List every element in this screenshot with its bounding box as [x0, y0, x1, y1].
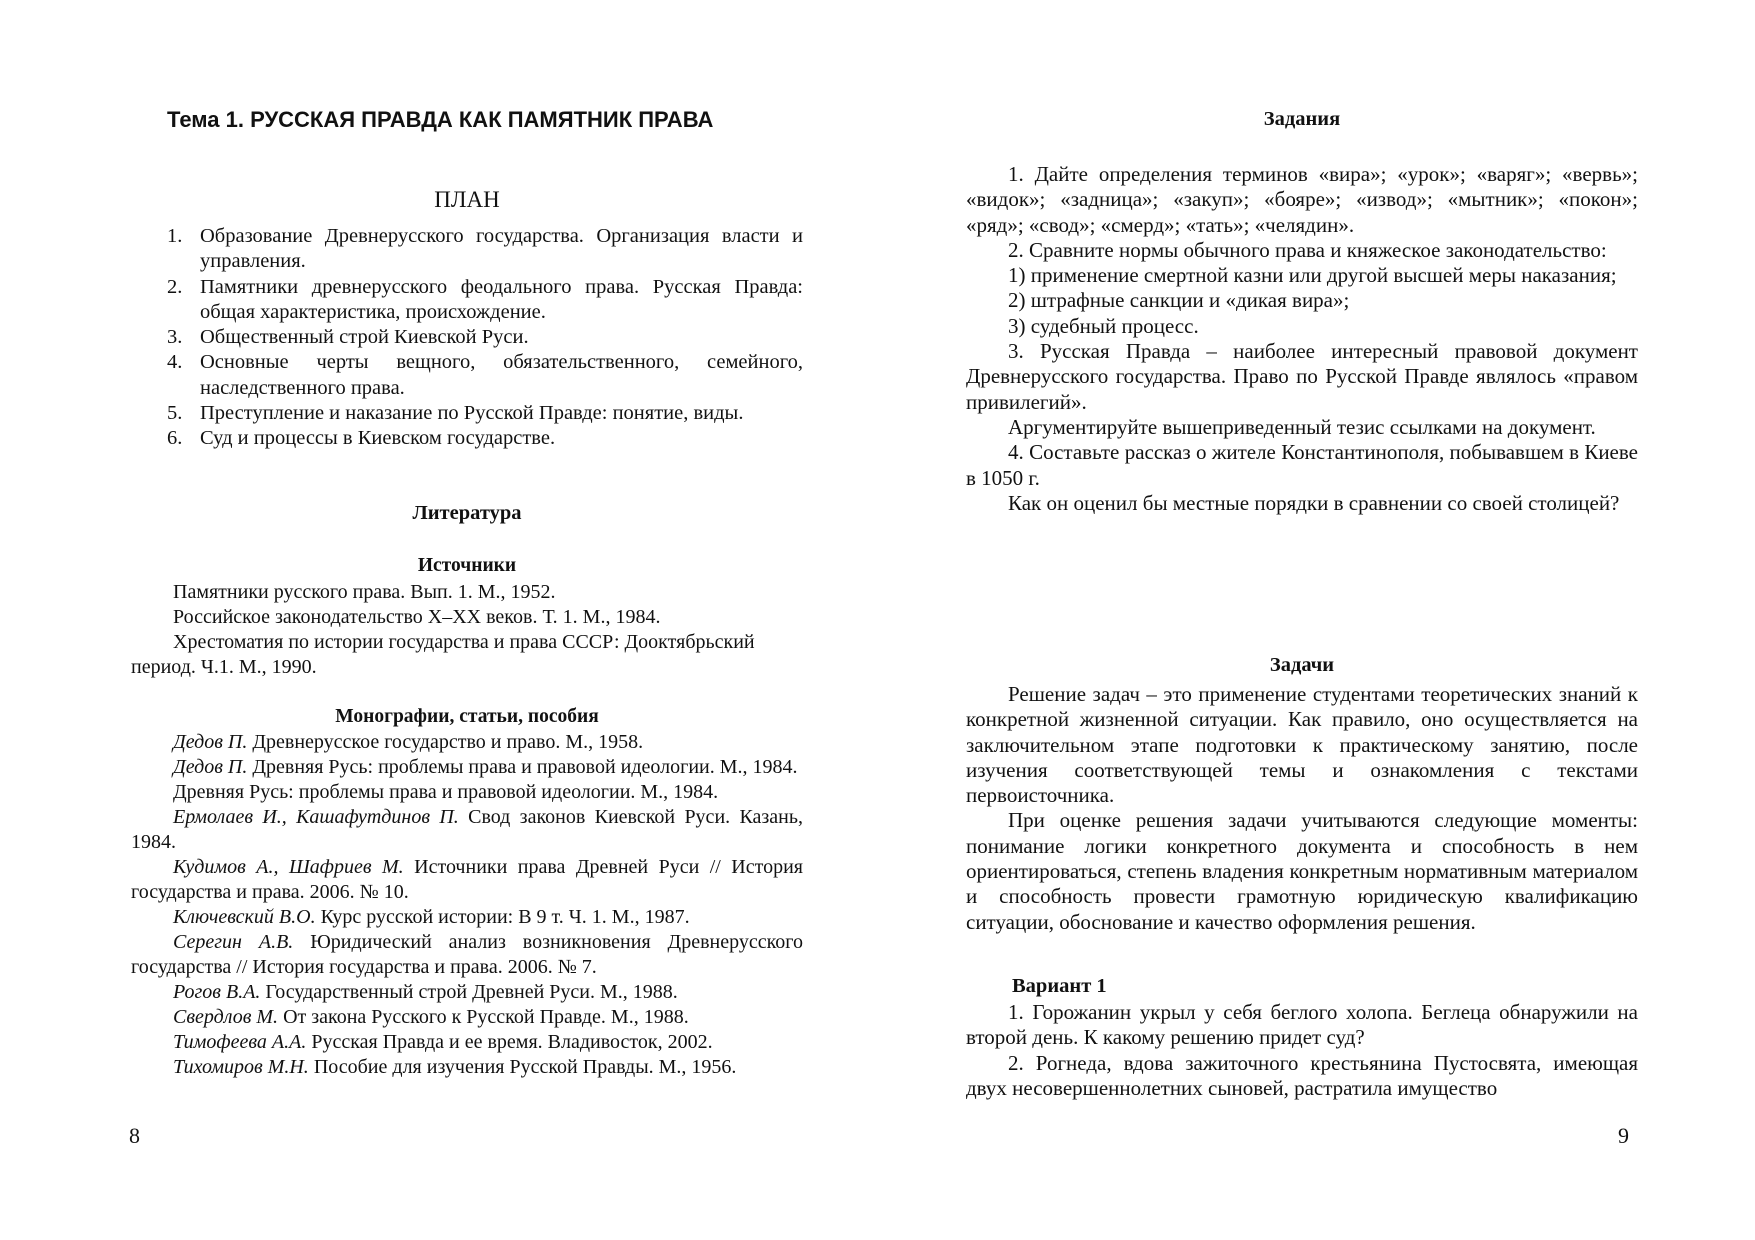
task-paragraph: Как он оценил бы местные порядки в сравнении со своей столицей?: [1008, 490, 1620, 515]
task-paragraph: 1. Дайте определения терминов «вира»; «урок»; «варяг»; «вервь»; «видок»; «задница»; «закуп»; «бояре»; «извод»; «мытник»; «покон»; «ряд»; «свод»; «смерд»; «тать»; «челядин».: [966, 162, 1638, 237]
task-paragraph: 2. Сравните нормы обычного права и княжеское законодательство:: [1008, 237, 1607, 262]
problems-paragraph: Решение задач – это применение студентами теоретических знаний к конкретной жизненной ситуации. Как правило, оно осуществляется на заключительном этапе подготовки к практическому занятию, после изучения соответствующей темы и ознакомления с текстами первоисточника.: [966, 682, 1638, 808]
source-entry: Хрестоматия по истории государства и права СССР: Дооктябрьский период. Ч.1. М., 1990.: [131, 631, 755, 678]
bib-entry: Тимофеева А.А. Русская Правда и ее время. Владивосток, 2002.: [173, 1031, 713, 1053]
bib-author: Дедов П.: [173, 731, 248, 753]
right-page: [877, 0, 1755, 1240]
bib-author: Тихомиров М.Н.: [173, 1056, 309, 1078]
task-paragraph: 1) применение смертной казни или другой высшей меры наказания;: [1008, 263, 1617, 288]
plan-item: 2. Памятники древнерусского феодального права. Русская Правда: общая характеристика, происхождение.: [167, 275, 803, 323]
plan-item: 1. Образование Древнерусского государства. Организация власти и управления.: [167, 225, 803, 273]
bib-entry: Ермолаев И., Кашафутдинов П. Свод законов Киевской Руси. Казань, 1984.: [131, 806, 804, 853]
literature-title: Литература: [412, 502, 522, 524]
variant-item: 1. Горожанин укрыл у себя беглого холопа. Беглеца обнаружили на второй день. К какому решению придет суд?: [966, 1000, 1638, 1050]
task-paragraph: 2) штрафные санкции и «дикая вира»;: [1008, 288, 1350, 313]
sources-list: [131, 580, 803, 680]
plan-item: 3. Общественный строй Киевской Руси.: [167, 326, 529, 349]
bib-author: Серегин А.В.: [173, 931, 294, 953]
page-number: 8: [129, 1123, 140, 1148]
task-paragraph: 3) судебный процесс.: [1008, 313, 1199, 338]
bib-entry: Тихомиров М.Н. Пособие для изучения Русской Правды. М., 1956.: [173, 1056, 737, 1078]
left-page: [0, 0, 877, 1240]
source-entry: Российское законодательство X–XX веков. Т. 1. М., 1984.: [173, 606, 661, 628]
task-paragraph: 3. Русская Правда – наиболее интересный правовой документ Древнерусского государства. Право по Русской Правде являлось «правом привилегий».: [966, 339, 1638, 414]
topic-heading: Тема 1. РУССКАЯ ПРАВДА КАК ПАМЯТНИК ПРАВА: [167, 107, 714, 132]
bib-entry: Рогов В.А. Государственный строй Древней Руси. М., 1988.: [173, 981, 678, 1003]
bib-entry: Дедов П. Древнерусское государство и право. М., 1958.: [173, 731, 644, 753]
bib-author: Дедов П.: [173, 756, 248, 778]
sources-title: Источники: [417, 555, 517, 576]
tasks-list: [966, 162, 1638, 516]
monographs-list: [131, 730, 803, 1080]
bib-entry: Кудимов А., Шафриев М. Источники права Древней Руси // История государства и права. 2006. № 10.: [131, 856, 804, 903]
bib-author: Рогов В.А.: [173, 981, 261, 1003]
bib-entry: Серегин А.В. Юридический анализ возникновения Древнерусского государства // История государства и права. 2006. № 7.: [131, 931, 803, 978]
bib-entry: Ключевский В.О. Курс русской истории: В 9 т. Ч. 1. М., 1987.: [173, 906, 690, 928]
bib-entry: Древняя Русь: проблемы права и правовой идеологии. М., 1984.: [173, 781, 719, 803]
bib-author: Ермолаев И., Кашафутдинов П.: [173, 806, 459, 828]
plan-list: [167, 224, 803, 452]
plan-item: 6. Суд и процессы в Киевском государстве.: [167, 427, 556, 450]
variant-title: Вариант 1: [1012, 975, 1107, 997]
variant-item: 2. Рогнеда, вдова зажиточного крестьянина Пустосвята, имеющая двух несовершеннолетних сыновей, растратила имущество: [966, 1050, 1638, 1100]
task-paragraph: 4. Составьте рассказ о жителе Константинополя, побывавшем в Киеве в 1050 г.: [966, 440, 1638, 490]
problems-text: [966, 682, 1638, 935]
problems-title: Задачи: [1269, 654, 1335, 676]
task-paragraph: Аргументируйте вышеприведенный тезис ссылками на документ.: [1008, 414, 1596, 439]
bib-author: Свердлов М.: [173, 1006, 279, 1028]
problems-paragraph: При оценке решения задачи учитываются следующие моменты: понимание логики конкретного документа и способность в нем ориентироваться, степень владения конкретным нормативным материалом и способность провести грамотную юридическую квалификацию ситуации, обоснование и качество оформления решения.: [966, 808, 1638, 934]
page-number: 9: [1618, 1123, 1629, 1148]
bib-author: Ключевский В.О.: [173, 906, 316, 928]
plan-item: 5. Преступление и наказание по Русской Правде: понятие, виды.: [167, 402, 744, 425]
variant-items: [966, 1000, 1638, 1101]
tasks-title: Задания: [1263, 108, 1341, 130]
monographs-title: Монографии, статьи, пособия: [335, 706, 599, 727]
source-entry: Памятники русского права. Вып. 1. М., 1952.: [173, 581, 556, 603]
plan-item: 4. Основные черты вещного, обязательственного, семейного, наследственного права.: [167, 351, 803, 399]
bib-entry: Свердлов М. От закона Русского к Русской Правде. М., 1988.: [173, 1006, 689, 1028]
bib-author: Тимофеева А.А.: [173, 1031, 307, 1053]
bib-author: Кудимов А., Шафриев М.: [173, 856, 404, 878]
plan-title: ПЛАН: [434, 187, 500, 212]
bib-entry: Дедов П. Древняя Русь: проблемы права и правовой идеологии. М., 1984.: [173, 756, 798, 778]
